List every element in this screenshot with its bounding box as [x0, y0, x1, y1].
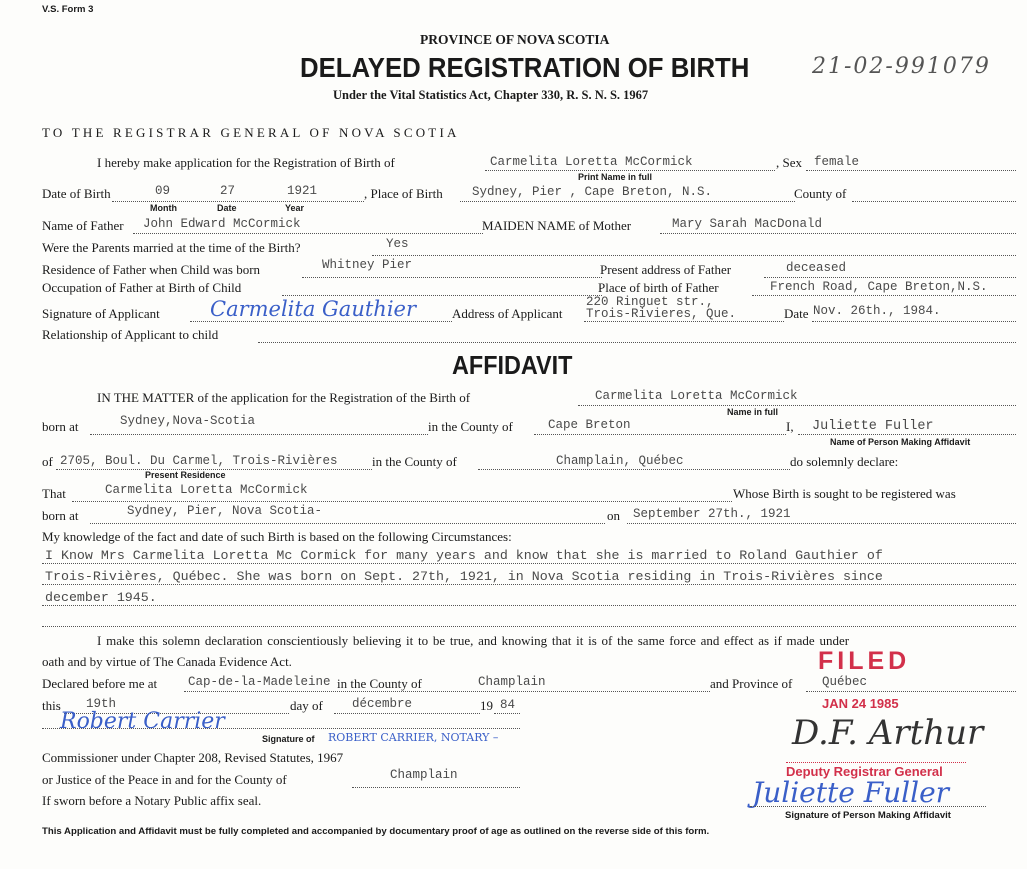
subtitle: Under the Vital Statistics Act, Chapter 330, R. S. N. S. 1967 — [333, 88, 649, 102]
residence-field[interactable]: Whitney Pier — [322, 258, 413, 272]
sex-field[interactable]: female — [814, 155, 860, 169]
circumstances-line-3[interactable]: december 1945. — [45, 590, 157, 605]
footer-notice: This Application and Affidavit must be fully completed and accompanied by documentary proof of age as outlined on the reverse side of this form. — [42, 826, 710, 837]
year-field[interactable]: 84 — [500, 698, 516, 712]
father-birthplace-field[interactable]: French Road, Cape Breton,N.S. — [770, 280, 988, 294]
residence-label: Residence of Father when Child was born — [42, 262, 261, 277]
born-at-label: born at — [42, 419, 79, 434]
applicant-signature: Carmelita Gauthier — [210, 297, 417, 321]
deponent-residence-field[interactable]: 2705, Boul. Du Carmel, Trois-Rivières — [60, 454, 338, 468]
circumstances-line-2[interactable]: Trois-Rivières, Québec. She was born on Sept. 27th, 1921, in Nova Scotia residing in Trois-Rivières since — [45, 569, 883, 584]
justice-county-field[interactable]: Champlain — [390, 768, 458, 782]
address-label: Address of Applicant — [452, 306, 563, 321]
page-title: DELAYED REGISTRATION OF BIRTH — [300, 52, 750, 83]
month-field[interactable]: décembre — [352, 697, 413, 711]
matter-name-caption: Name in full — [727, 407, 779, 417]
present-address-label: Present address of Father — [600, 262, 732, 277]
on-label: on — [607, 508, 620, 523]
whose-label: Whose Birth is sought to be registered was — [733, 486, 956, 501]
deponent-signature: Juliette Fuller — [752, 776, 950, 809]
month-caption: Month — [150, 203, 177, 213]
notary-label: If sworn before a Notary Public affix seal. — [42, 793, 262, 808]
declaration-line-1: I make this solemn declaration conscientiously believing it to be true, and knowing that it is of the same force and effect as if made under — [97, 633, 850, 648]
that-label: That — [42, 486, 66, 501]
i-label: I, — [786, 419, 794, 434]
married-field[interactable]: Yes — [386, 237, 409, 251]
county2-field[interactable]: Champlain, Québec — [556, 454, 684, 468]
date-label: Date — [784, 306, 809, 321]
province-heading: PROVINCE OF NOVA SCOTIA — [420, 32, 610, 47]
filed-date-stamp: JAN 24 1985 — [822, 696, 899, 711]
province-label: and Province of — [710, 676, 793, 691]
relationship-label: Relationship of Applicant to child — [42, 327, 219, 342]
addressee: TO THE REGISTRAR GENERAL OF NOVA SCOTIA — [42, 125, 460, 140]
declare-label: do solemnly declare: — [790, 454, 899, 469]
year-prefix: 19 — [480, 698, 493, 713]
occupation-label: Occupation of Father at Birth of Child — [42, 280, 242, 295]
year-caption: Year — [285, 203, 305, 213]
declared-county-label: in the County of — [337, 676, 422, 691]
father-birthplace-label: Place of birth of Father — [598, 280, 719, 295]
declared-label: Declared before me at — [42, 676, 158, 691]
form-number: V.S. Form 3 — [42, 4, 94, 15]
circumstances-line-1[interactable]: I Know Mrs Carmelita Loretta Mc Cormick for many years and know that she is married to Roland Gauthier of — [45, 548, 883, 563]
deponent-signature-caption: Signature of Person Making Affidavit — [785, 810, 951, 821]
married-label: Were the Parents married at the time of the Birth? — [42, 240, 301, 255]
file-number: 21-02-991079 — [812, 54, 991, 79]
commissioner-label: Commissioner under Chapter 208, Revised Statutes, 1967 — [42, 750, 344, 765]
matter-name-field[interactable]: Carmelita Loretta McCormick — [595, 389, 798, 403]
declared-county-field[interactable]: Champlain — [478, 675, 546, 689]
signatory-name: ROBERT CARRIER, NOTARY – — [328, 731, 499, 744]
province-field[interactable]: Québec — [822, 675, 868, 689]
matter-label: IN THE MATTER of the application for the Registration of the Birth of — [97, 390, 471, 405]
name-caption: Print Name in full — [578, 172, 653, 182]
father-label: Name of Father — [42, 218, 124, 233]
declaration-line-2: oath and by virtue of The Canada Evidence Act. — [42, 654, 292, 669]
place-label: , Place of Birth — [364, 186, 443, 201]
knowledge-label: My knowledge of the fact and date of such Birth is based on the following Circumstances: — [42, 529, 512, 544]
justice-label: or Justice of the Peace in and for the County of — [42, 772, 287, 787]
day-field[interactable]: 19th — [86, 697, 117, 711]
born-at2-field[interactable]: Sydney, Pier, Nova Scotia- — [127, 504, 323, 518]
child-name-field[interactable]: Carmelita Loretta McCormick — [490, 155, 693, 169]
mother-field[interactable]: Mary Sarah MacDonald — [672, 217, 823, 231]
day-of-label: day of — [290, 698, 323, 713]
deponent-caption: Name of Person Making Affidavit — [830, 437, 971, 447]
that-name-field[interactable]: Carmelita Loretta McCormick — [105, 483, 308, 497]
county-label: County of — [794, 186, 847, 201]
sex-label: , Sex — [776, 155, 802, 170]
address-line1-field[interactable]: 220 Ringuet str., — [586, 295, 714, 309]
declared-place-field[interactable]: Cap-de-la-Madeleine — [188, 675, 331, 689]
dob-date-field[interactable]: 27 — [220, 184, 236, 198]
county2-label: in the County of — [372, 454, 457, 469]
commissioner-signature: Robert Carrier — [60, 709, 225, 734]
signature-of-label: Signature of — [262, 734, 315, 744]
county-field[interactable]: Cape Breton — [548, 418, 631, 432]
present-address-field[interactable]: deceased — [786, 261, 847, 275]
of-label: of — [42, 454, 53, 469]
dob-year-field[interactable]: 1921 — [287, 184, 318, 198]
dob-label: Date of Birth — [42, 186, 111, 201]
father-field[interactable]: John Edward McCormick — [143, 217, 301, 231]
signature-label: Signature of Applicant — [42, 306, 160, 321]
born-at2-label: born at — [42, 508, 79, 523]
mother-label: MAIDEN NAME of Mother — [482, 218, 632, 233]
on-date-field[interactable]: September 27th., 1921 — [633, 507, 791, 521]
residence-caption: Present Residence — [145, 470, 226, 480]
date-caption: Date — [217, 203, 237, 213]
date-field[interactable]: Nov. 26th., 1984. — [813, 304, 941, 318]
dob-month-field[interactable]: 09 — [155, 184, 171, 198]
registrar-signature: D.F. Arthur — [792, 713, 984, 753]
born-at-field[interactable]: Sydney,Nova-Scotia — [120, 414, 256, 428]
address-line2-field[interactable]: Trois-Rivieres, Que. — [586, 307, 737, 321]
registrar-title: Deputy Registrar General — [786, 764, 943, 779]
filed-stamp: FILED — [818, 647, 911, 675]
intro-label: I hereby make application for the Registration of Birth of — [97, 155, 395, 170]
affidavit-heading: AFFIDAVIT — [452, 350, 573, 380]
county-label: in the County of — [428, 419, 513, 434]
place-field[interactable]: Sydney, Pier , Cape Breton, N.S. — [472, 185, 713, 199]
this-label: this — [42, 698, 61, 713]
deponent-field[interactable]: Juliette Fuller — [812, 419, 934, 434]
